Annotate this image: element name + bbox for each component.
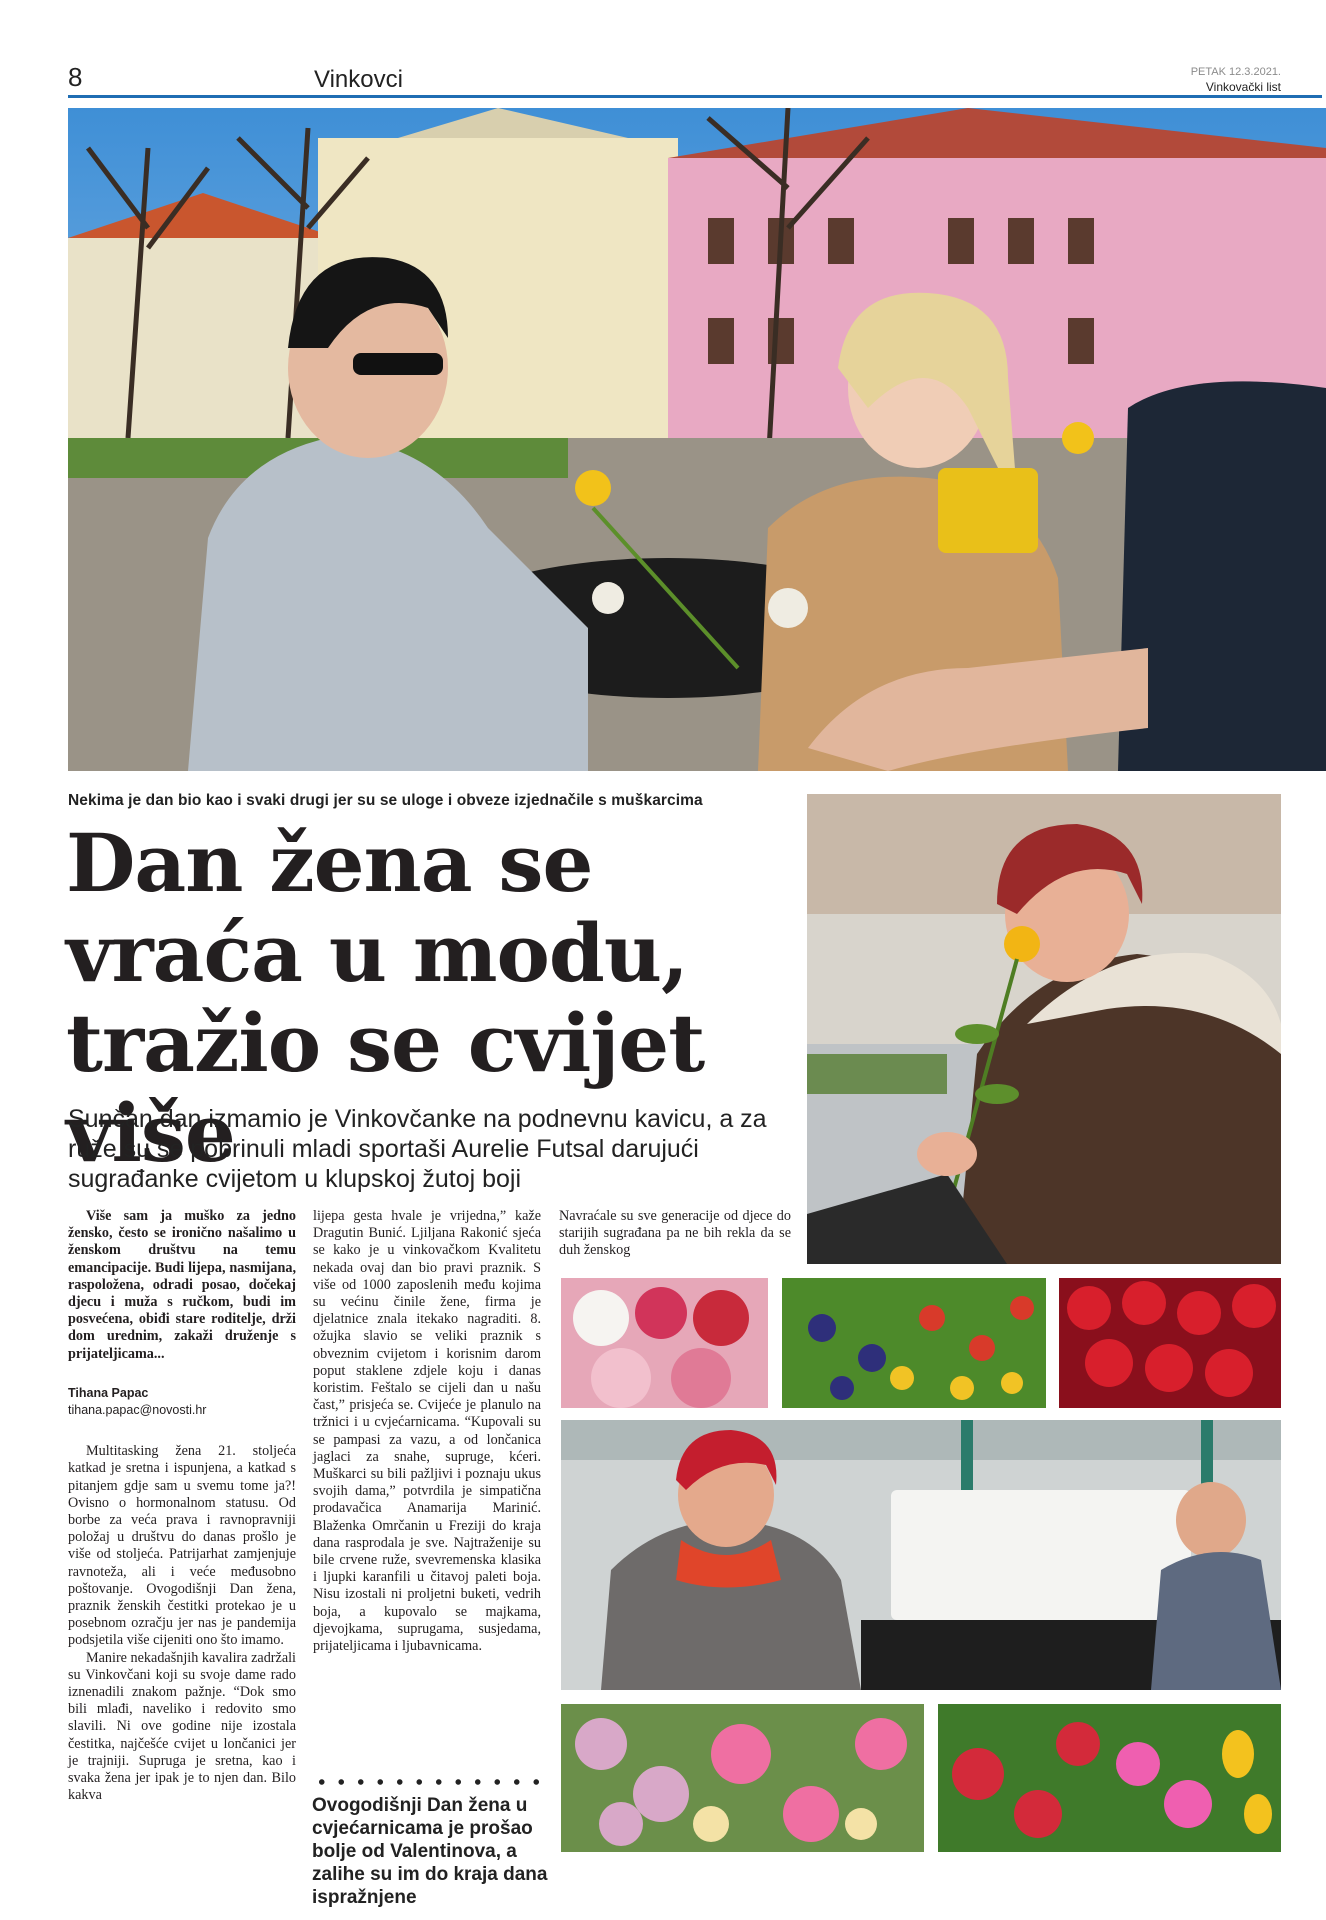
body-paragraph: Navraćale su sve generacije od djece do starijih sugrađana pa ne bih rekla da se duh ženskog: [559, 1208, 791, 1259]
dotted-rule: [312, 1778, 552, 1786]
article-deck: Sunčan dan izmamio je Vinkovčanke na podnevnu kavicu, a za ruže su se pobrinuli mladi sportaši Aurelie Futsal darujući sugrađanke cvijetom u klupskoj žutoj boji: [68, 1105, 767, 1193]
header-rule: [68, 95, 1322, 98]
author-email: tihana.papac@novosti.hr: [68, 1403, 207, 1418]
pull-quote-text: Ovogodišnji Dan žena u cvjećarnicama je prošao bolje od Valentinova, a zalihe su im do kraja dana ispražnjene: [312, 1795, 548, 1908]
page-number: 8: [68, 62, 83, 92]
flowers-thumb-2: [782, 1278, 1046, 1408]
section-title: Vinkovci: [314, 66, 403, 93]
author-byline: Tihana Papac: [68, 1385, 149, 1400]
main-cafe-photo: [68, 108, 1326, 771]
article-lead: Više sam ja muško za jedno žensko, često se ironično našalimo u ženskom društvu na temu emancipacije. Budi lijepa, nasmijana, raspoložena, odradi posao, dočekaj djecu i muža s ručkom, budi im posvećena, obiđi stare roditelje, drži dom urednim, zakaži druženje s prijateljicama...: [68, 1208, 296, 1362]
article-kicker: Nekima je dan bio kao i svaki drugi jer su se uloge i obveze izjednačile s muškarcima: [68, 792, 703, 809]
body-paragraph: Manire nekadašnjih kavalira zadržali su Vinkovčani koji su svoje dame rado iznenadili znakom pažnje. “Dok smo bili mlađi, naveliko i redovito smo slavili. Ni ove godine nije izostala čestitka, najčešće cvijet u lončanici jer je trajniji. Supruga je sretna, kao i svaka žena jer ipak je to njen dan. Bilo kakva: [68, 1649, 296, 1804]
flowers-bottom-1: [561, 1704, 924, 1852]
article-column-3: [559, 1208, 791, 1260]
market-vendor-photo: [561, 1420, 1281, 1690]
flowers-thumb-3: [1059, 1278, 1281, 1408]
issue-date: PETAK 12.3.2021.: [1190, 66, 1281, 78]
flowers-thumb-1: [561, 1278, 768, 1408]
article-column-2: [313, 1208, 541, 1655]
pull-quote: [312, 1778, 552, 1909]
newspaper-name: Vinkovački list: [1205, 80, 1281, 94]
body-paragraph: Multitasking žena 21. stoljeća katkad je sretna i ispunjena, a katkad s pitanjem gdje sam u svemu tome ja?! Ovisno o hormonalnom statusu. Od borbe za veća prava i ravnopravniji položaj u društvu do danas prošlo je više od stoljeća. Patrijarhat zamjenjuje ravnoteža, ali i veće međusobno poštovanje. Ovogodišnji Dan žena, praznik ženskih čestitki protekao je u posebnom ozračju jer nas je pandemija podsjetila više cijeniti ono što imamo.: [68, 1443, 296, 1649]
flowers-bottom-2: [938, 1704, 1281, 1852]
woman-smelling-rose-photo: [807, 794, 1281, 1264]
article-column-1: [68, 1208, 296, 1805]
body-paragraph: lijepa gesta hvale je vrijedna,” kaže Dragutin Bunić. Ljiljana Rakonić sjeća se kako je u vinkovačkom Kvalitetu nekada ovaj dan bio pravi praznik. S više od 1000 zaposlenih među kojima su većinu činile žene, firma je djelatnice znala itekako nagraditi. 8. ožujka slavio se veliki praznik s obveznim cvijetom i korisnim darom poput staklene zdjele koju i danas koristim. Feštalo se cijeli dan u našu čast,” prisjeća se. Cvijeće je planulo na tržnici i u cvjećarnicama. “Kupovali su se pampasi za vazu, a od lončanica jaglaci za snahe, supruge, kćeri. Muškarci su bili pažljivi i poznaju ukus svojih dama,” potvrdila je simpatična prodavačica Anamarija Marinić. Blaženka Omrčanin u Freziji do kraja dana rasprodala je sve. Najtraženije su bile crvene ruže, svevremenska klasika i ljupki karanfili u čitavoj paleti boja. Nisu izostali ni proljetni buketi, vedrih boja, a kupovalo se majkama, djevojkama, suprugama, susjedama, prijateljicama i ljubavnicama.: [313, 1208, 541, 1655]
article-headline: Dan žena se vraća u modu, tražio se cvijet više: [66, 816, 705, 1180]
